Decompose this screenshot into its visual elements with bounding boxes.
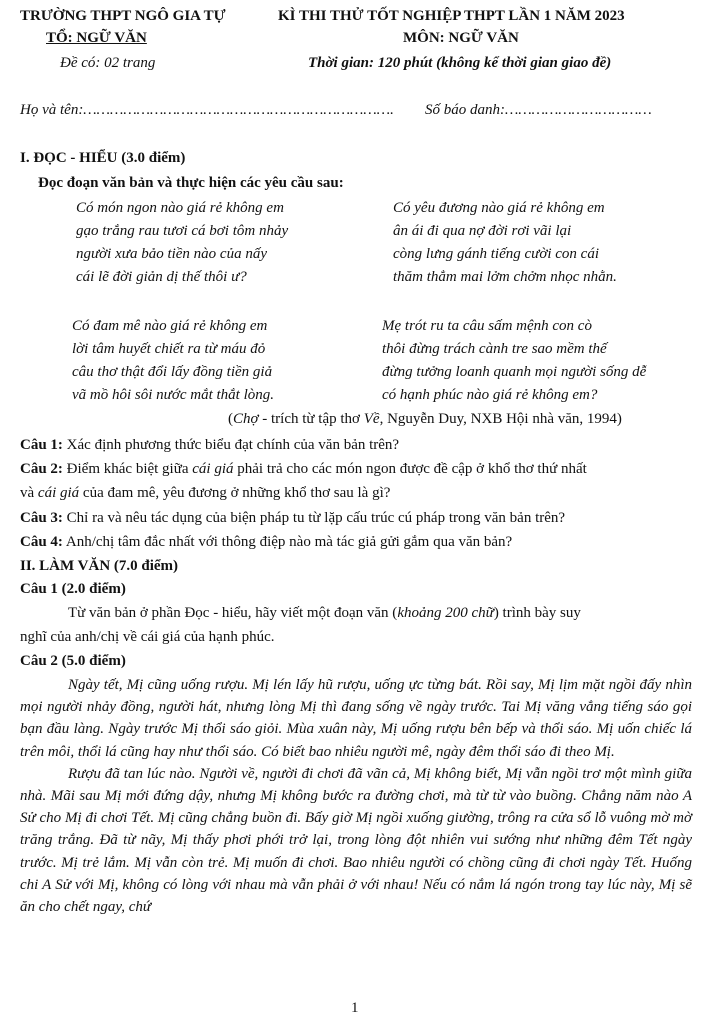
page-count: Đề có: 02 trang <box>60 55 156 71</box>
section-reading-title: I. ĐỌC - HIỂU (3.0 điểm) <box>20 150 186 166</box>
excerpt-paragraph-1: Ngày tết, Mị cũng uống rượu. Mị lén lấy hũ rượu, uống ực từng bát. Rồi say, Mị lịm mặt ngồi đấy nhìn mọi người nhảy đồng, người hát, nhưng lòng Mị thì đang sống về ngày trước. Tai Mị văng vẳng tiếng sáo gọi bạn đầu làng. Ngày trước Mị thổi sáo giỏi. Mùa xuân này, Mị uống rượu bên bếp và thổi sáo. Mị uốn chiếc lá trên môi, thổi lá cũng hay như thổi sáo. Có biết bao nhiêu người mê, ngày đêm thổi sáo đi theo Mị. <box>20 677 692 760</box>
exam-title: KÌ THI THỬ TỐT NGHIỆP THPT LẦN 1 NĂM 2023 <box>278 8 625 24</box>
candidate-number-field[interactable]: Số báo danh:…………………………… <box>425 102 652 118</box>
poem-stanza-1: Có món ngon nào giá rẻ không em gạo trắng rau tươi cá bơi tôm nhảy người xưa bảo tiền nào của nấy cái lẽ đời giản dị thế thôi ư? <box>76 200 289 285</box>
question-4: Câu 4: Anh/chị tâm đắc nhất với thông điệp nào mà tác giả gửi gắm qua văn bản? <box>20 534 513 550</box>
excerpt-text <box>20 674 692 918</box>
question-3: Câu 3: Chỉ ra và nêu tác dụng của biện pháp tu từ lặp cấu trúc cú pháp trong văn bản trên? <box>20 510 566 526</box>
page-number: 1 <box>351 1000 359 1016</box>
writing-question-1-line2: nghĩ của anh/chị về cái giá của hạnh phúc. <box>20 629 275 645</box>
name-field[interactable]: Họ và tên:……………………………………………………………. <box>20 102 394 118</box>
writing-question-1-title: Câu 1 (2.0 điểm) <box>20 581 126 597</box>
poem-source: (Chợ - trích từ tập thơ Về, Nguyễn Duy, NXB Hội nhà văn, 1994) <box>228 411 622 427</box>
department: TỔ: NGỮ VĂN <box>46 30 147 46</box>
question-2-cont: và cái giá của đam mê, yêu đương ở những khổ thơ sau là gì? <box>20 485 391 501</box>
subject: MÔN: NGỮ VĂN <box>403 30 519 46</box>
reading-instruction: Đọc đoạn văn bản và thực hiện các yêu cầu sau: <box>38 175 344 191</box>
poem-stanza-3: Có đam mê nào giá rẻ không em lời tâm huyết chiết ra từ máu đỏ câu thơ thật đổi lấy đồng tiền giả vã mồ hôi sôi nước mắt thắt lòng. <box>72 318 275 403</box>
time-limit: Thời gian: 120 phút (không kể thời gian giao đề) <box>308 55 612 71</box>
writing-question-2-title: Câu 2 (5.0 điểm) <box>20 653 126 669</box>
writing-question-1-line1: Từ văn bản ở phần Đọc - hiểu, hãy viết một đoạn văn (khoảng 200 chữ) trình bày suy <box>68 605 581 621</box>
section-writing-title: II. LÀM VĂN (7.0 điểm) <box>20 558 179 574</box>
poem-stanza-2: Có yêu đương nào giá rẻ không em ân ái đi qua nợ đời rơi vãi lại còng lưng gánh tiếng cười con cái thăm thẳm mai lởm chởm nhọc nhằn. <box>393 200 617 285</box>
school-name: TRƯỜNG THPT NGÔ GIA TỰ <box>20 8 226 24</box>
poem-stanza-4: Mẹ trót ru ta câu sấm mệnh con cò thôi đừng trách cành tre sao mềm thế đừng tưởng loanh quanh mọi người sống dễ có hạnh phúc nào giá rẻ không em? <box>382 318 647 403</box>
question-2: Câu 2: Điểm khác biệt giữa cái giá phải trả cho các món ngon được đề cập ở khổ thơ thứ nhất <box>20 461 587 477</box>
excerpt-paragraph-2: Rượu đã tan lúc nào. Người về, người đi chơi đã vãn cả, Mị không biết, Mị vẫn ngồi trơ một mình giữa nhà. Mãi sau Mị mới đứng dậy, nhưng Mị không bước ra đường chơi, mà từ từ vào buồng. Chẳng năm nào A Sử cho Mị đi chơi Tết. Mị cũng chẳng buồn đi. Bấy giờ Mị ngồi xuống giường, trông ra cửa sổ lỗ vuông mờ mờ trăng trắng. Đã từ nãy, Mị thấy phơi phới trở lại, trong lòng đột nhiên vui sướng như những đêm Tết ngày trước. Mị trẻ lắm. Mị vẫn còn trẻ. Mị muốn đi chơi. Bao nhiêu người có chồng cũng đi chơi ngày Tết. Huống chi A Sử với Mị, không có lòng với nhau mà vẫn phải ở với nhau! Nếu có nắm lá ngón trong tay lúc này, Mị sẽ ăn cho chết ngay, chứ <box>20 765 692 916</box>
question-1: Câu 1: Xác định phương thức biểu đạt chính của văn bản trên? <box>20 437 400 453</box>
